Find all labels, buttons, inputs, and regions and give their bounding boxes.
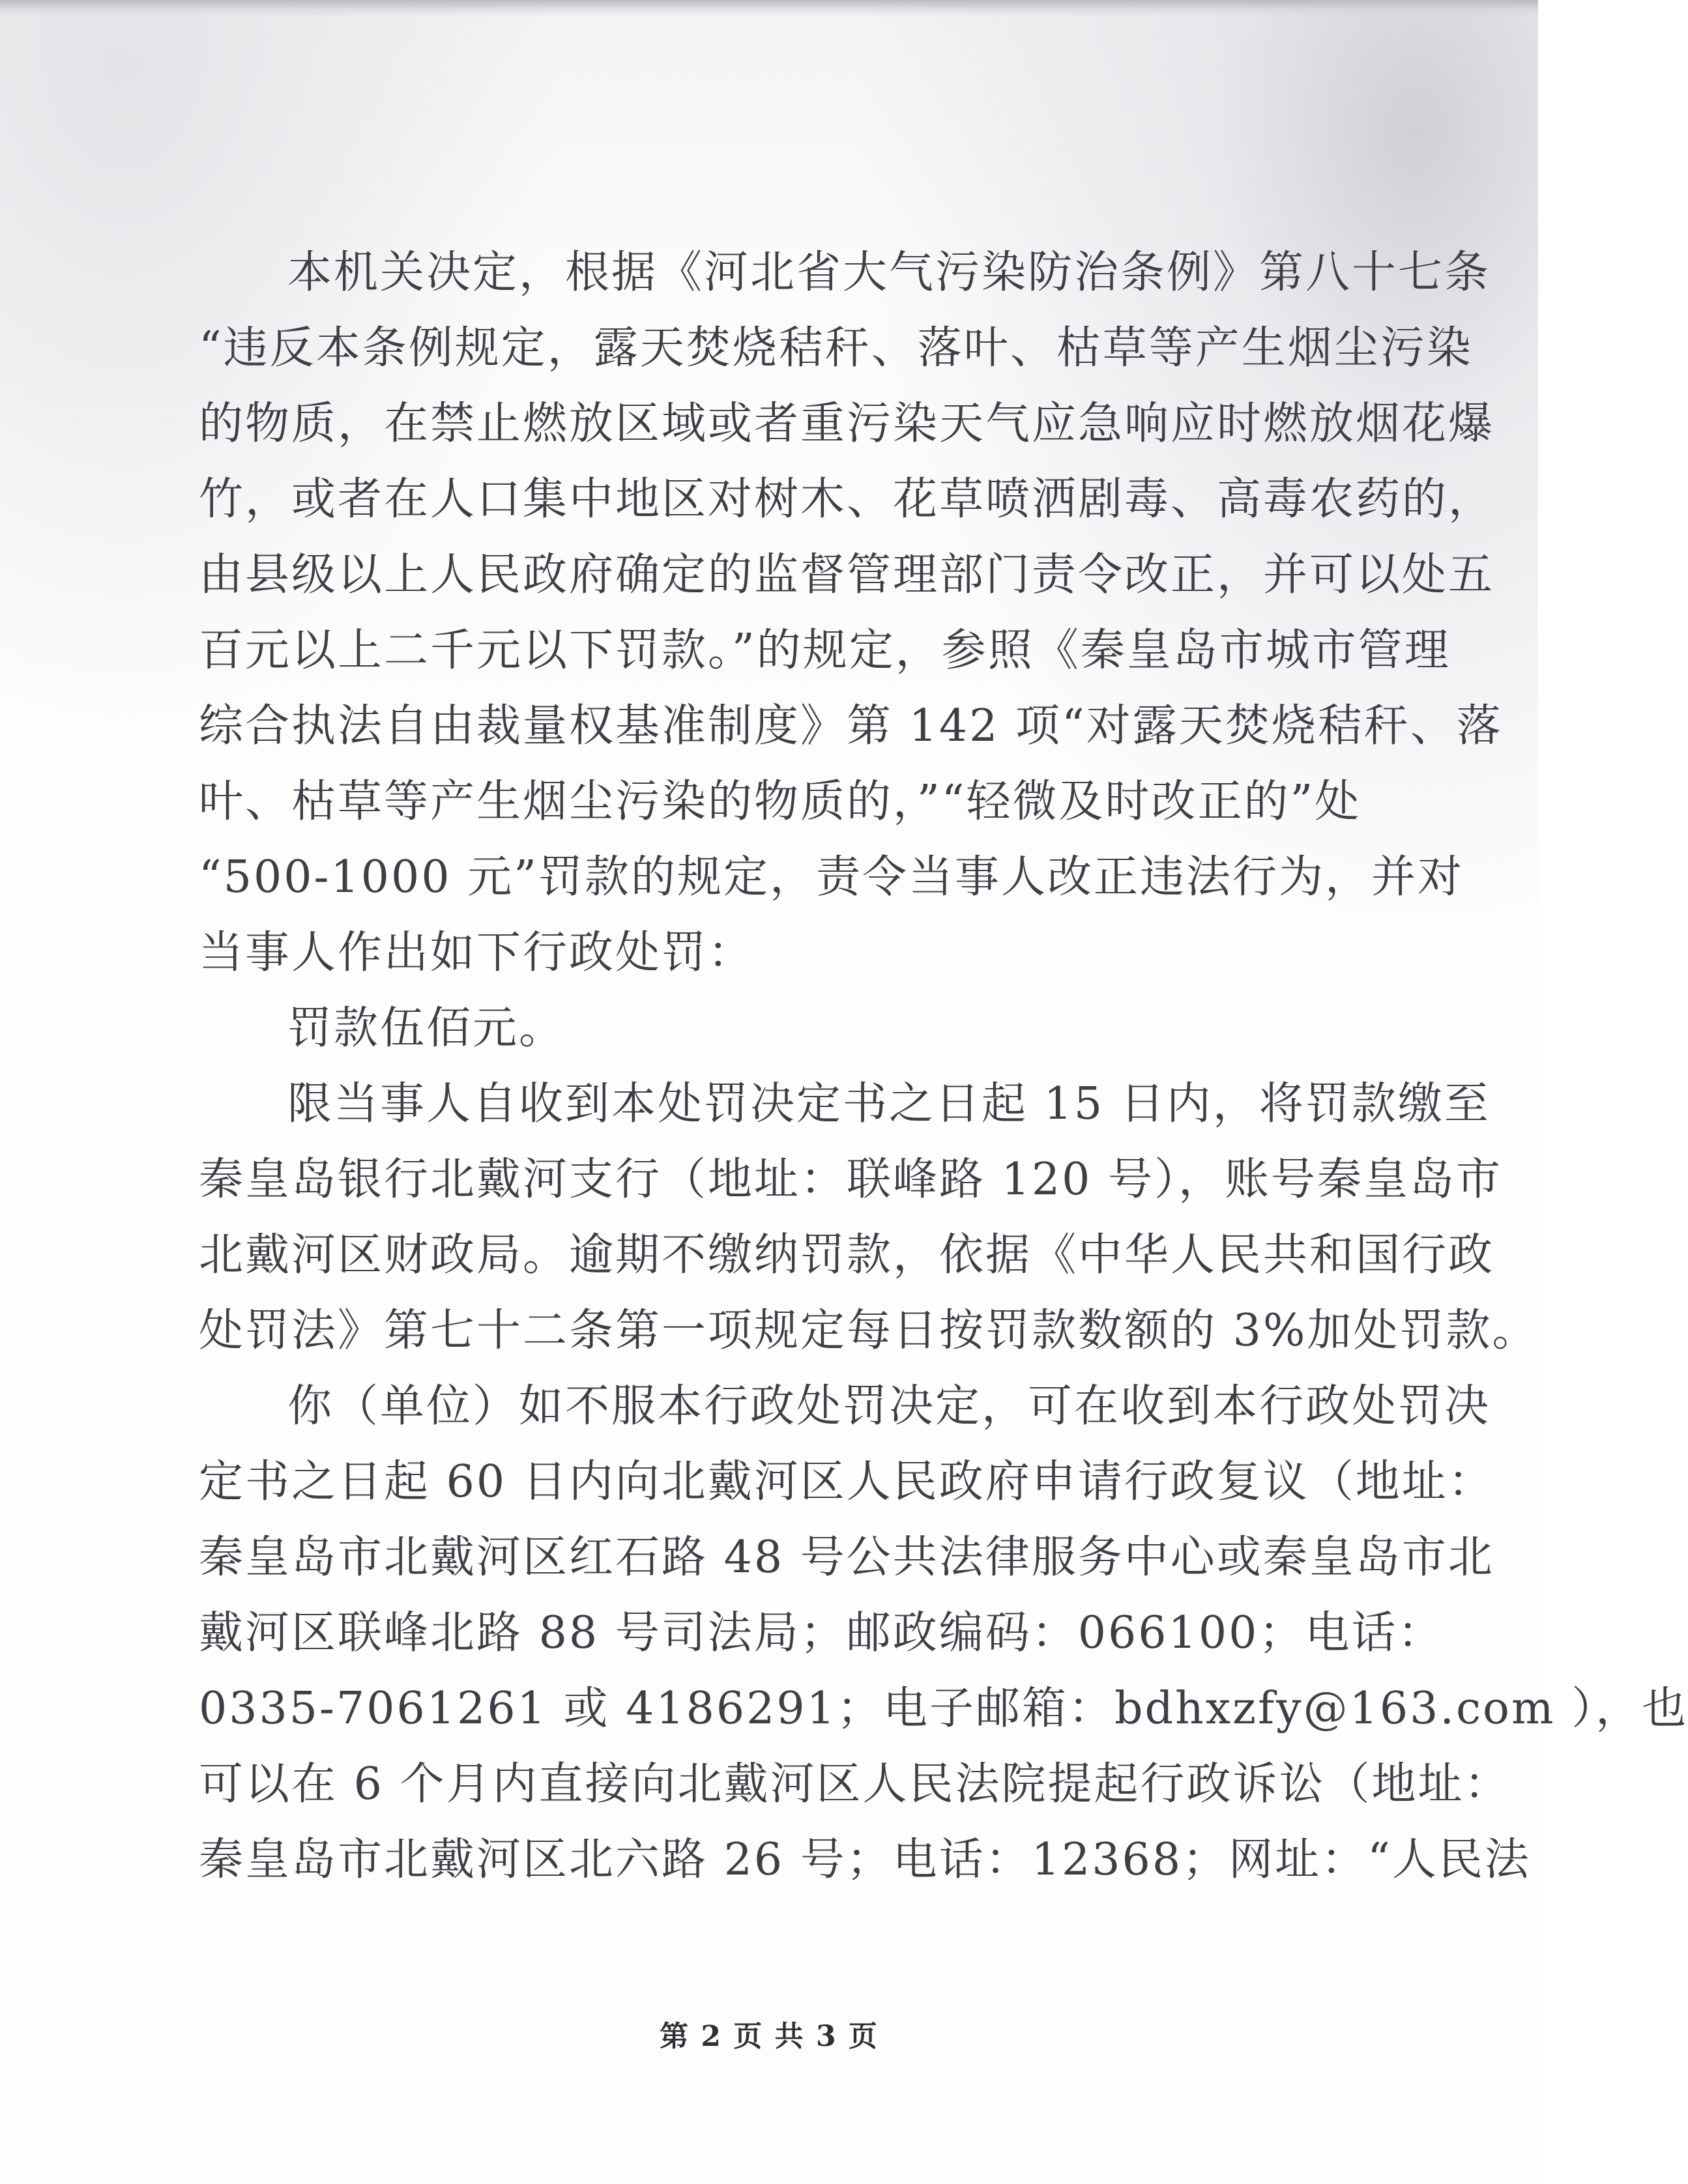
body-line: 戴河区联峰北路 88 号司法局；邮政编码：066100；电话：	[199, 1607, 1444, 1659]
body-line: 由县级以上人民政府确定的监督管理部门责令改正，并可以处五	[199, 549, 1495, 601]
body-line: 当事人作出如下行政处罚：	[199, 927, 755, 979]
body-line: “违反本条例规定，露天焚烧秸秆、落叶、枯草等产生烟尘污染	[199, 323, 1473, 374]
page-number-footer: 第 2 页 共 3 页	[660, 2020, 879, 2053]
body-line: “500-1000 元”罚款的规定，责令当事人改正违法行为，并对	[199, 852, 1464, 903]
body-line: 罚款伍佰元。	[287, 1003, 566, 1054]
body-line: 定书之日起 60 日内向北戴河区人民政府申请行政复议（地址：	[199, 1456, 1494, 1508]
body-line: 综合执法自由裁量权基准制度》第 142 项“对露天焚烧秸秆、落	[199, 700, 1503, 752]
body-line: 处罚法》第七十二条第一项规定每日按罚款数额的 3%加处罚款。	[199, 1305, 1539, 1357]
body-line: 竹，或者在人口集中地区对树木、花草喷洒剧毒、高毒农药的，	[199, 474, 1495, 525]
body-line: 北戴河区财政局。逾期不缴纳罚款，依据《中华人民共和国行政	[199, 1229, 1495, 1281]
body-line: 叶、枯草等产生烟尘污染的物质的，”“轻微及时改正的”处	[199, 776, 1361, 827]
page-top-edge	[0, 0, 1538, 17]
body-line: 秦皇岛市北戴河区红石路 48 号公共法律服务中心或秦皇岛市北	[199, 1532, 1494, 1583]
body-line: 百元以上二千元以下罚款。”的规定，参照《秦皇岛市城市管理	[199, 625, 1451, 676]
body-line: 的物质，在禁止燃放区域或者重污染天气应急响应时燃放烟花爆	[199, 398, 1495, 450]
body-line: 0335-7061261 或 4186291；电子邮箱：bdhxzfy@163.com ），也	[199, 1683, 1688, 1734]
body-line: 可以在 6 个月内直接向北戴河区人民法院提起行政诉讼（地址：	[199, 1759, 1511, 1810]
body-line: 本机关决定，根据《河北省大气污染防治条例》第八十七条	[287, 247, 1491, 298]
body-line: 限当事人自收到本处罚决定书之日起 15 日内，将罚款缴至	[287, 1078, 1491, 1130]
document-body	[199, 235, 1688, 1898]
body-line: 秦皇岛银行北戴河支行（地址：联峰路 120 号），账号秦皇岛市	[199, 1154, 1503, 1205]
body-line: 你（单位）如不服本行政处罚决定，可在收到本行政处罚决	[287, 1381, 1491, 1432]
body-line: 秦皇岛市北戴河区北六路 26 号；电话：12368；网址：“人民法	[199, 1834, 1531, 1886]
